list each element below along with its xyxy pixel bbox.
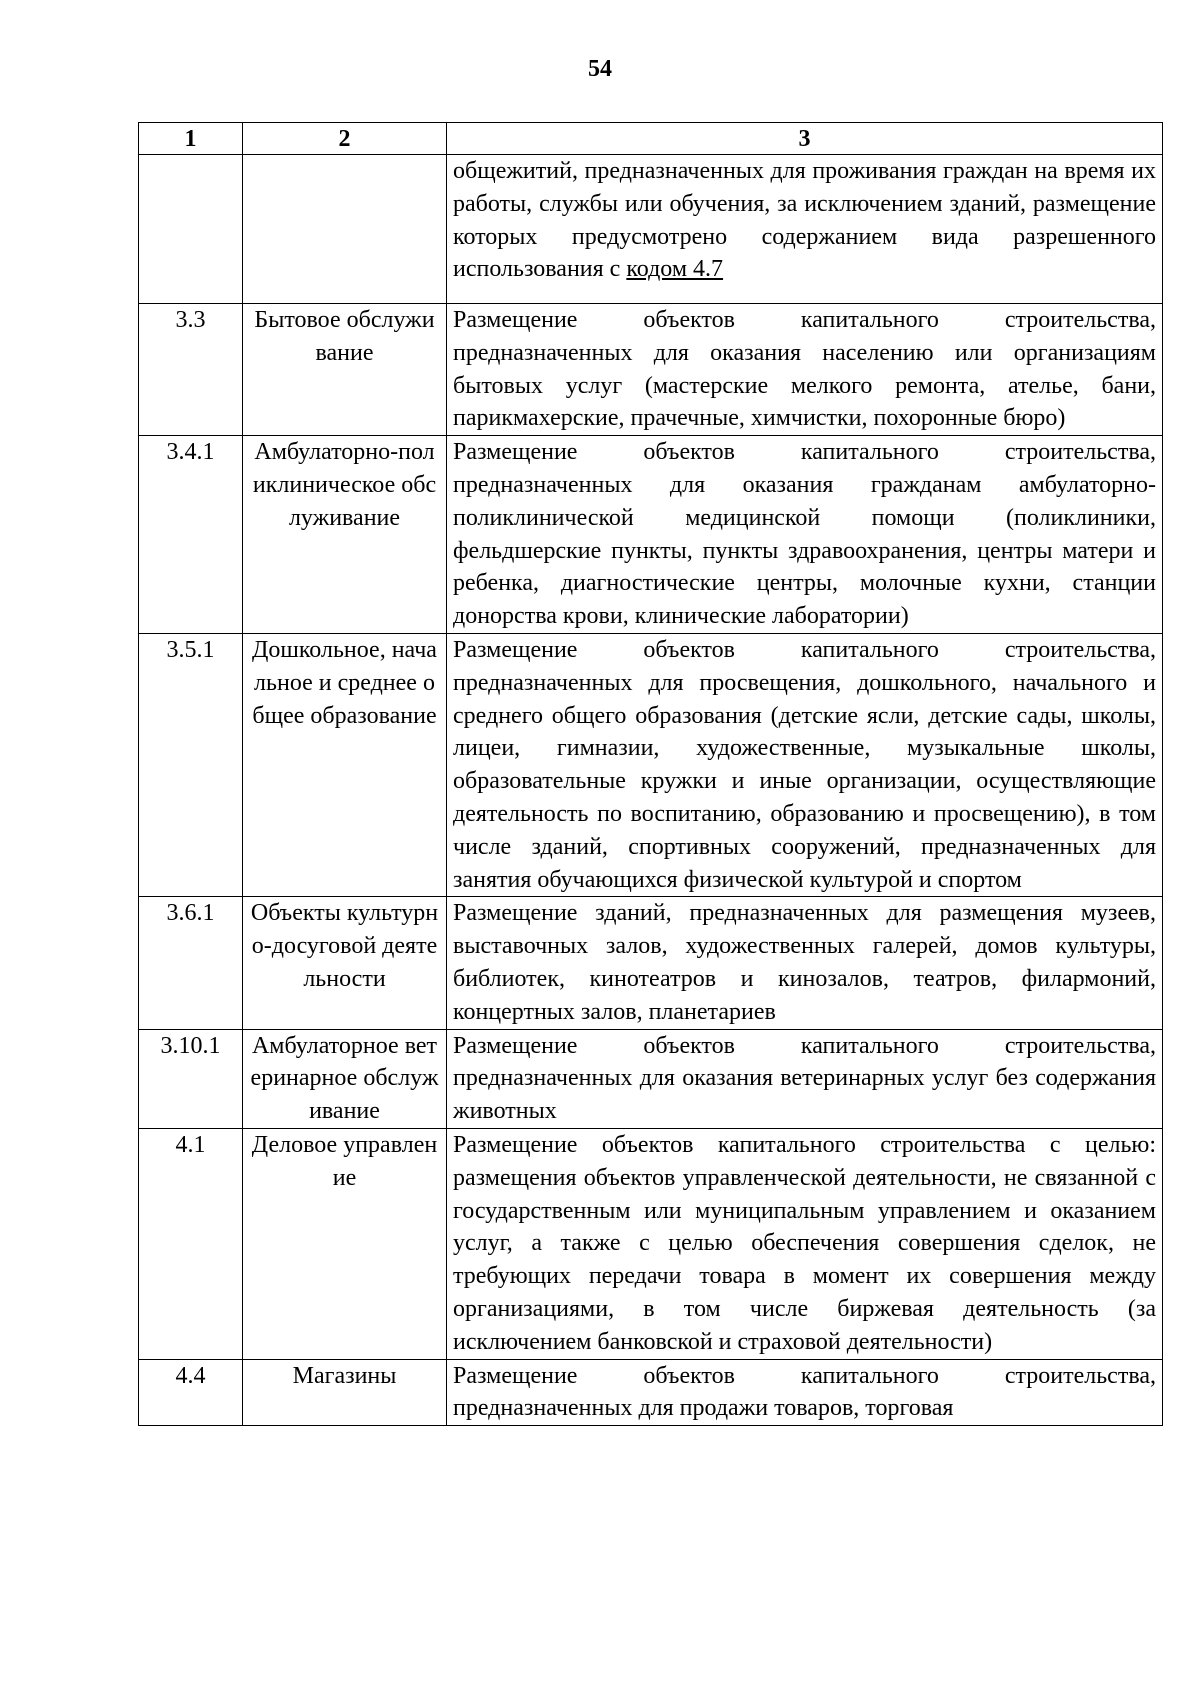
table-cell-description: Размещение объектов капитального строительства с целью: размещения объектов управленческой деятельности, не связанной с государственным или муниципальным управлением и оказанием услуг, а также с целью обеспечения совершения сделок, не требующих передачи товара в момент их совершения между организациями, в том числе биржевая деятельность (за исключением банковской и страховой деятельности) xyxy=(447,1128,1163,1359)
table-cell-name: Дошкольное, начальное и среднее общее образование xyxy=(243,633,447,896)
land-use-table xyxy=(138,122,1163,1426)
table-cell-name: Амбулаторно-поликлиническое обслуживание xyxy=(243,436,447,634)
table-cell-name: Деловое управление xyxy=(243,1128,447,1359)
code-reference-link[interactable]: кодом 4.7 xyxy=(626,256,724,283)
table-cell-code: 3.5.1 xyxy=(139,633,243,896)
header-col-2: 2 xyxy=(243,123,447,155)
table-cell-description: Размещение объектов капитального строительства, предназначенных для оказания населению или организациям бытовых услуг (мастерские мелкого ремонта, ателье, бани, парикмахерские, прачечные, химчистки, похоронные бюро) xyxy=(447,304,1163,436)
table-cell-description xyxy=(447,155,1163,304)
page-number: 54 xyxy=(588,56,612,82)
table-cell-description: Размещение объектов капитального строительства, предназначенных для продажи товаров, торговая xyxy=(447,1359,1163,1426)
table-cell-code: 3.10.1 xyxy=(139,1029,243,1128)
table-cell-name: Бытовое обслуживание xyxy=(243,304,447,436)
table-cell-description: Размещение объектов капитального строительства, предназначенных для оказания гражданам амбулаторно-поликлинической медицинской помощи (поликлиники, фельдшерские пункты, пункты здравоохранения, центры матери и ребенка, диагностические центры, молочные кухни, станции донорства крови, клинические лаборатории) xyxy=(447,436,1163,634)
table-cell-code: 3.6.1 xyxy=(139,897,243,1029)
continuation-text: общежитий, предназначенных для проживания граждан на время их работы, службы или обучения, за исключением зданий, размещение которых предусмотрено содержанием вида разрешенного использования с xyxy=(453,158,1156,283)
table-row xyxy=(139,633,1163,896)
table-cell-name xyxy=(243,155,447,304)
table-cell-name: Объекты культурно-досуговой деятельности xyxy=(243,897,447,1029)
table-cell-name: Магазины xyxy=(243,1359,447,1426)
table-cell-code: 4.4 xyxy=(139,1359,243,1426)
table-header-row xyxy=(139,123,1163,155)
table-cell-description: Размещение объектов капитального строительства, предназначенных для просвещения, дошкольного, начального и среднего общего образования (детские ясли, детские сады, школы, лицеи, гимназии, художественные, музыкальные школы, образовательные кружки и иные организации, осуществляющие деятельность по воспитанию, образованию и просвещению), в том числе зданий, спортивных сооружений, предназначенных для занятия обучающихся физической культурой и спортом xyxy=(447,633,1163,896)
table-row xyxy=(139,304,1163,436)
table-cell-code xyxy=(139,155,243,304)
table-row xyxy=(139,1128,1163,1359)
table-row xyxy=(139,436,1163,634)
table-cell-description: Размещение объектов капитального строительства, предназначенных для оказания ветеринарных услуг без содержания животных xyxy=(447,1029,1163,1128)
table-row xyxy=(139,897,1163,1029)
header-col-1: 1 xyxy=(139,123,243,155)
table-cell-code: 3.4.1 xyxy=(139,436,243,634)
header-col-3: 3 xyxy=(447,123,1163,155)
table-cell-code: 3.3 xyxy=(139,304,243,436)
table-row xyxy=(139,1359,1163,1426)
table-cell-description: Размещение зданий, предназначенных для размещения музеев, выставочных залов, художественных галерей, домов культуры, библиотек, кинотеатров и кинозалов, театров, филармоний, концертных залов, планетариев xyxy=(447,897,1163,1029)
table-row xyxy=(139,1029,1163,1128)
table-cell-code: 4.1 xyxy=(139,1128,243,1359)
table-row-continuation xyxy=(139,155,1163,304)
table-cell-name: Амбулаторное ветеринарное обслуживание xyxy=(243,1029,447,1128)
